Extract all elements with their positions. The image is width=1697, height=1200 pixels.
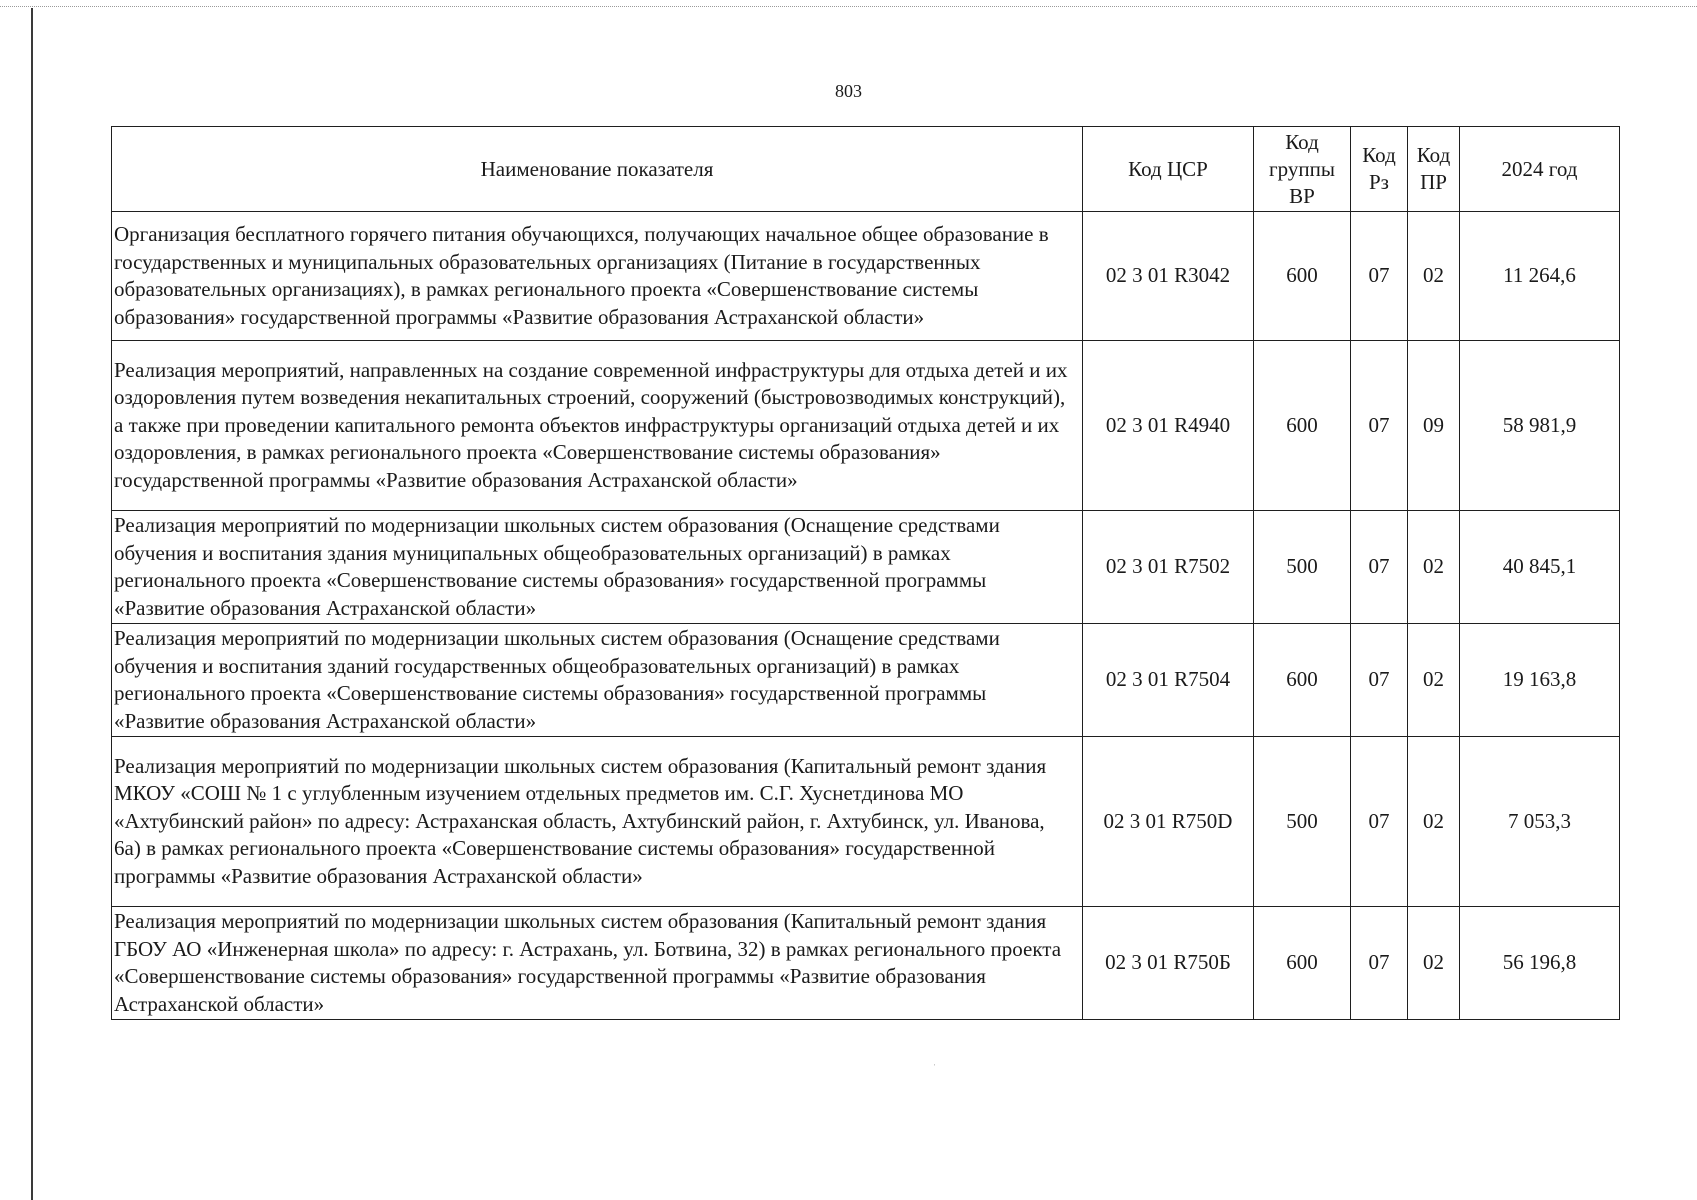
header-year-2024: 2024 год <box>1460 127 1620 212</box>
row-pr-code: 02 <box>1408 511 1460 624</box>
row-vr-code: 500 <box>1254 737 1351 907</box>
row-vr-code: 600 <box>1254 624 1351 737</box>
row-amount: 7 053,3 <box>1460 737 1620 907</box>
header-name: Наименование показателя <box>112 127 1083 212</box>
row-csr-code: 02 3 01 R7504 <box>1083 624 1254 737</box>
budget-table <box>111 126 1620 1020</box>
row-rz-code: 07 <box>1351 511 1408 624</box>
row-amount: 58 981,9 <box>1460 341 1620 511</box>
table-row <box>112 624 1620 737</box>
row-amount: 40 845,1 <box>1460 511 1620 624</box>
scan-speck: ˈ <box>933 1063 936 1072</box>
table-row <box>112 212 1620 341</box>
row-name: Реализация мероприятий по модернизации школьных систем образования (Капитальный ремонт здания ГБОУ АО «Инженерная школа» по адресу: г. Астрахань, ул. Ботвина, 32) в рамках регионального проекта «Совершенствование системы образования» государственной программы «Развитие образования Астраханской области» <box>112 907 1083 1020</box>
header-vr-code: Код группы ВР <box>1254 127 1351 212</box>
row-rz-code: 07 <box>1351 212 1408 341</box>
header-pr-code: Код ПР <box>1408 127 1460 212</box>
row-name: Реализация мероприятий по модернизации школьных систем образования (Оснащение средствами обучения и воспитания зданий государственных общеобразовательных организаций) в рамках регионального проекта «Совершенствование системы образования» государственной программы «Развитие образования Астраханской области» <box>112 624 1083 737</box>
table-row <box>112 341 1620 511</box>
header-rz-code: Код Рз <box>1351 127 1408 212</box>
row-pr-code: 02 <box>1408 212 1460 341</box>
row-amount: 56 196,8 <box>1460 907 1620 1020</box>
table-row <box>112 737 1620 907</box>
row-name: Реализация мероприятий по модернизации школьных систем образования (Оснащение средствами обучения и воспитания здания муниципальных общеобразовательных организаций) в рамках регионального проекта «Совершенствование системы образования» государственной программы «Развитие образования Астраханской области» <box>112 511 1083 624</box>
row-pr-code: 02 <box>1408 907 1460 1020</box>
table-row <box>112 907 1620 1020</box>
row-rz-code: 07 <box>1351 624 1408 737</box>
row-name: Реализация мероприятий по модернизации школьных систем образования (Капитальный ремонт здания МКОУ «СОШ № 1 с углубленным изучением отдельных предметов им. С.Г. Хуснетдинова МО «Ахтубинский район» по адресу: Астраханская область, Ахтубинский район, г. Ахтубинск, ул. Иванова, 6а) в рамках регионального проекта «Совершенствование системы образования» государственной программы «Развитие образования Астраханской области» <box>112 737 1083 907</box>
scan-top-edge <box>0 6 1697 7</box>
row-amount: 11 264,6 <box>1460 212 1620 341</box>
page-number: 803 <box>835 81 862 101</box>
row-vr-code: 500 <box>1254 511 1351 624</box>
row-csr-code: 02 3 01 R750D <box>1083 737 1254 907</box>
row-csr-code: 02 3 01 R3042 <box>1083 212 1254 341</box>
table-row <box>112 511 1620 624</box>
table-header-row <box>112 127 1620 212</box>
header-csr-code: Код ЦСР <box>1083 127 1254 212</box>
row-amount: 19 163,8 <box>1460 624 1620 737</box>
row-name: Организация бесплатного горячего питания обучающихся, получающих начальное общее образование в государственных и муниципальных образовательных организациях (Питание в государственных образовательных организациях), в рамках регионального проекта «Совершенствование системы образования» государственной программы «Развитие образования Астраханской области» <box>112 212 1083 341</box>
scan-left-edge <box>31 8 33 1200</box>
row-pr-code: 02 <box>1408 737 1460 907</box>
row-csr-code: 02 3 01 R750Б <box>1083 907 1254 1020</box>
row-name: Реализация мероприятий, направленных на создание современной инфраструктуры для отдыха детей и их оздоровления путем возведения некапитальных строений, сооружений (быстровозводимых конструкций), а также при проведении капитального ремонта объектов инфраструктуры организаций отдыха детей и их оздоровления, в рамках регионального проекта «Совершенствование системы образования» государственной программы «Развитие образования Астраханской области» <box>112 341 1083 511</box>
row-pr-code: 02 <box>1408 624 1460 737</box>
row-rz-code: 07 <box>1351 907 1408 1020</box>
row-vr-code: 600 <box>1254 212 1351 341</box>
row-rz-code: 07 <box>1351 341 1408 511</box>
row-vr-code: 600 <box>1254 907 1351 1020</box>
row-pr-code: 09 <box>1408 341 1460 511</box>
row-vr-code: 600 <box>1254 341 1351 511</box>
row-csr-code: 02 3 01 R4940 <box>1083 341 1254 511</box>
row-rz-code: 07 <box>1351 737 1408 907</box>
row-csr-code: 02 3 01 R7502 <box>1083 511 1254 624</box>
